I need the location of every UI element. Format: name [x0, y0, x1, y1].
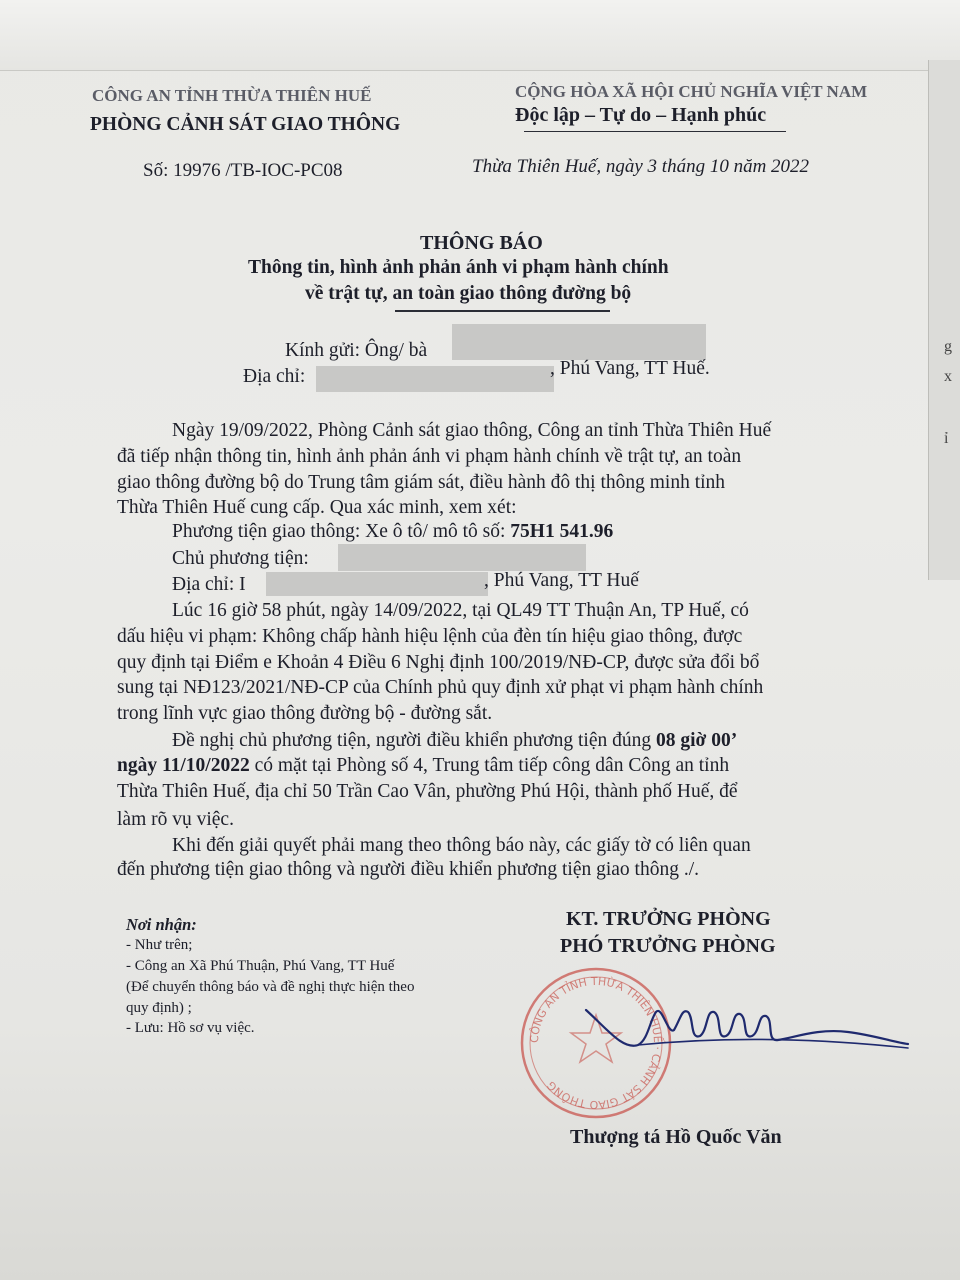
paragraph-4-line: đến phương tiện giao thông và người điều khiển phương tiện giao thông ./. [117, 859, 700, 880]
redacted-owner-address [266, 572, 488, 596]
owner-address-tail: , Phú Vang, TT Huế [484, 570, 639, 591]
margin-glyph: g [944, 338, 952, 355]
recipients-item-note: quy định) ; [126, 1000, 192, 1016]
paragraph-1-line: giao thông đường bộ do Trung tâm giám sát, điều hành đô thị thông minh tỉnh [117, 472, 726, 493]
signer-title-2: PHÓ TRƯỞNG PHÒNG [560, 935, 776, 957]
recipients-heading: Nơi nhận: [126, 915, 197, 934]
paragraph-1-line: đã tiếp nhận thông tin, hình ảnh phản ánh vi phạm hành chính về trật tự, an toàn [117, 446, 742, 467]
motto-underline [524, 131, 786, 132]
page-fold [0, 0, 960, 71]
salutation-label: Kính gửi: Ông/ bà [285, 340, 428, 361]
handwritten-signature [578, 990, 918, 1090]
paragraph-1-line: Thừa Thiên Huế cung cấp. Qua xác minh, xem xét: [117, 497, 517, 518]
recipients-item: - Lưu: Hồ sơ vụ việc. [126, 1020, 255, 1036]
paragraph-2-line: quy định tại Điểm e Khoản 4 Điều 6 Nghị định 100/2019/NĐ-CP, được sửa đổi bổ [117, 652, 760, 673]
document-subtitle-1: Thông tin, hình ảnh phản ánh vi phạm hành chính [248, 257, 669, 278]
title-underline [395, 310, 610, 312]
paragraph-2-line: trong lĩnh vực giao thông đường bộ - đường sắt. [117, 703, 493, 724]
appointment-date: ngày 11/10/2022 [117, 755, 250, 776]
vehicle-plate: 75H1 541.96 [510, 521, 614, 542]
signer-name: Thượng tá Hồ Quốc Văn [570, 1126, 782, 1148]
place-date: Thừa Thiên Huế, ngày 3 tháng 10 năm 2022 [472, 156, 810, 177]
redacted-owner-name [338, 544, 586, 571]
address-tail: , Phú Vang, TT Huế. [550, 358, 710, 379]
redacted-recipient-name [452, 324, 706, 360]
document-title: THÔNG BÁO [420, 232, 543, 254]
paragraph-3-line [117, 755, 729, 777]
paragraph-3-line: làm rõ vụ việc. [117, 809, 234, 830]
recipients-item: - Như trên; [126, 937, 193, 953]
owner-address-label: Địa chỉ: I [172, 574, 246, 595]
margin-glyph: ỉ [944, 430, 949, 447]
paragraph-3-line: Thừa Thiên Huế, địa chỉ 50 Trần Cao Vân, phường Phú Hội, thành phố Huế, để [117, 781, 738, 802]
seal-text: CÔNG AN TỈNH THỪA THIÊN HUẾ · CẢNH SÁT GIAO THÔNG [527, 974, 665, 1112]
motto: Độc lập – Tự do – Hạnh phúc [515, 104, 767, 126]
vehicle-line [172, 521, 613, 543]
document-subtitle-2: về trật tự, an toàn giao thông đường bộ [305, 283, 632, 304]
department-name: PHÒNG CẢNH SÁT GIAO THÔNG [90, 114, 401, 135]
paragraph-4-line: Khi đến giải quyết phải mang theo thông báo này, các giấy tờ có liên quan [172, 835, 751, 856]
vehicle-label: Phương tiện giao thông: Xe ô tô/ mô tô số: [172, 521, 511, 542]
header-country-cut: CỘNG HÒA XÃ HỘI CHỦ NGHĨA VIỆT NAM [515, 82, 868, 101]
address-label: Địa chỉ: [243, 366, 306, 387]
paragraph-2-line: Lúc 16 giờ 58 phút, ngày 14/09/2022, tại QL49 TT Thuận An, TP Huế, có [172, 600, 749, 621]
paragraph-2-line: dấu hiệu vi phạm: Không chấp hành hiệu lệnh của đèn tín hiệu giao thông, được [117, 626, 743, 647]
appointment-time: 08 giờ 00’ [656, 730, 738, 751]
header-agency-cut: CÔNG AN TỈNH THỪA THIÊN HUẾ [92, 86, 372, 105]
paragraph-2-line: sung tại NĐ123/2021/NĐ-CP của Chính phủ quy định xử phạt vi phạm hành chính [117, 677, 764, 698]
signer-title-1: KT. TRƯỞNG PHÒNG [566, 908, 771, 930]
redacted-recipient-address [316, 366, 554, 392]
paragraph-3-line [172, 730, 737, 752]
adjacent-page-edge [928, 60, 960, 580]
paragraph-1-line: Ngày 19/09/2022, Phòng Cảnh sát giao thông, Công an tỉnh Thừa Thiên Huế [172, 420, 772, 441]
document-number: Số: 19976 /TB-IOC-PC08 [143, 160, 343, 181]
recipients-item-note: (Để chuyển thông báo và đề nghị thực hiện theo [126, 979, 415, 995]
owner-label: Chủ phương tiện: [172, 548, 309, 569]
margin-glyph: x [944, 368, 952, 385]
appointment-place: có mặt tại Phòng số 4, Trung tâm tiếp công dân Công an tỉnh [249, 755, 730, 776]
recipients-item: - Công an Xã Phú Thuận, Phú Vang, TT Huế [126, 958, 395, 974]
appointment-text: Đề nghị chủ phương tiện, người điều khiển phương tiện đúng [172, 730, 656, 751]
